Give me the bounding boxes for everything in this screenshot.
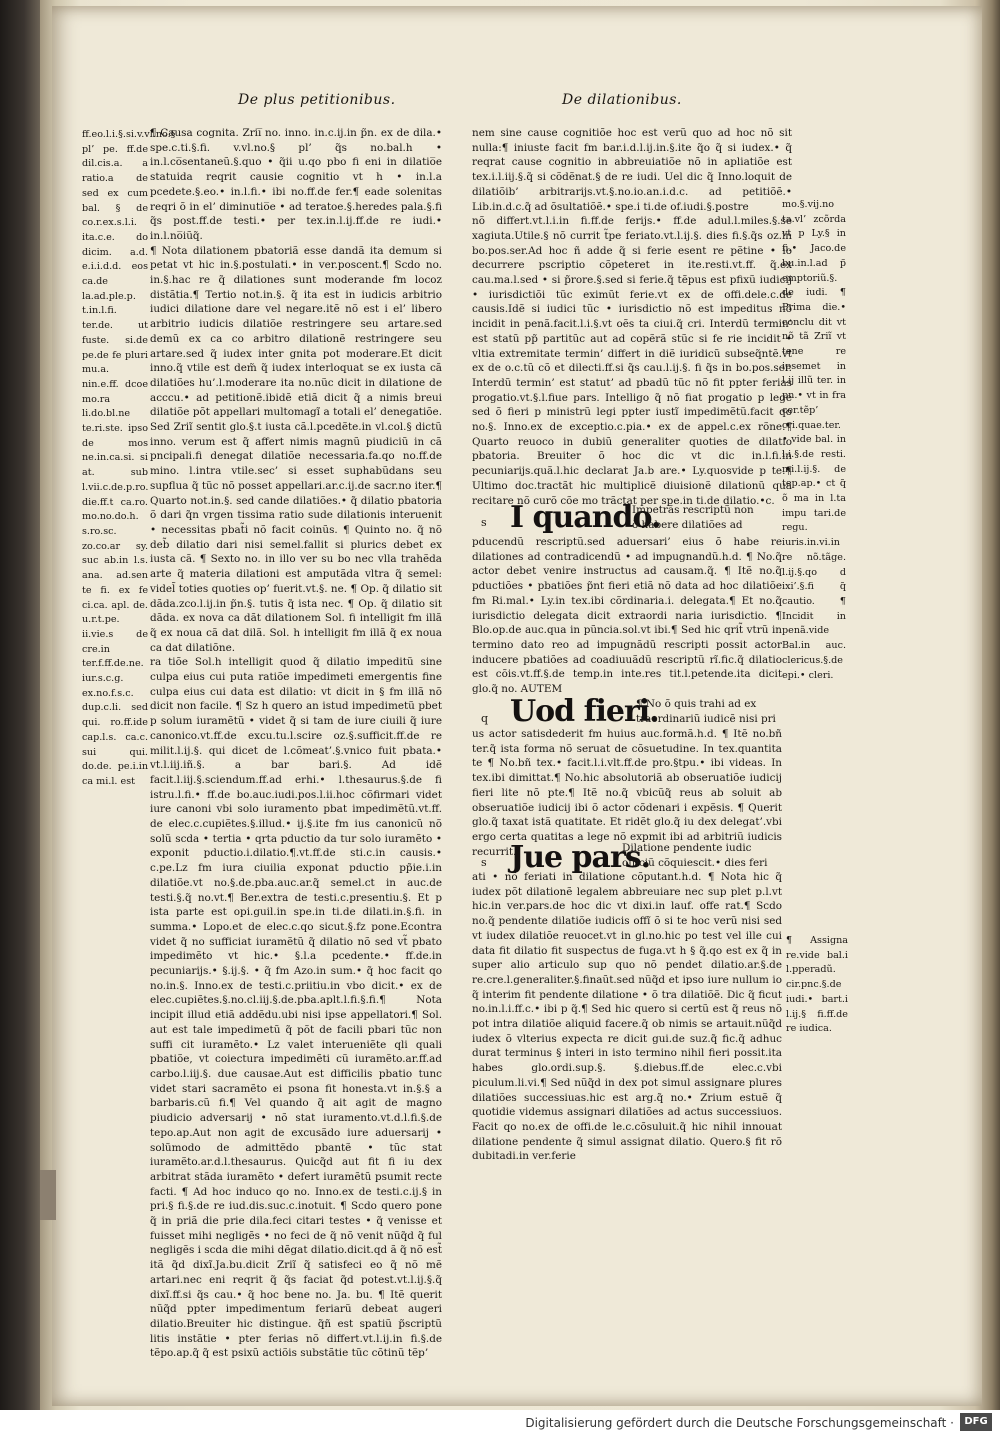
right-margin-note: mo.§.vij.no ta.vl’ zcõrda vt p Ly.§ in fi.• Jaco.de bu.in.l.ad p̃ emptoriũ.§. de iudi. ¶ Prima die.• conclu dit vt nõ tã Zriĩ vt tene re ipsemet in l.ij illũ ter. in pn.• vt in fra cer.tẽp’ cri.quae.ter. • vide bal. in l.i.§.de resti. mi.l.ij.§. de tep.ap.• ct q̃ õ ma in l.ta impu tari.de regu. iuris.in.vi.in re nõ.tãge. l.ij.§.qo d ixi’.§.fi q̃ cautio. ¶ Incidit in penã.vide Bal.in auc. clericus.§.de epi.• cleri. — [782, 199, 846, 681]
page-edge-tab — [40, 1170, 56, 1220]
section-3-head — [622, 841, 782, 873]
dfg-logo-icon: DFG — [960, 1413, 992, 1431]
footer-credit: Digitalisierung gefördert durch die Deutsche Forschungsgemeinschaft · — [525, 1416, 954, 1430]
section-1-line-2: õ habere dilatiões ad — [632, 518, 743, 531]
section-1-line-1: Impetrãs rescriptũ non — [632, 504, 754, 516]
section-3-line-2: officiũ cõquiescit.• dies feri — [622, 856, 768, 869]
left-margin-note: ff.eo.l.i.§.si.v.vl.no.§ pl’ pe. ff.de dil.cis.a. a ratio.a de sed ex cum bal. § de co.r.ex.s.l.i. ita.c.e. do dicim. a.d. e.i.i.d.d. eos ca.de la.ad.ple.p. t.in.l.fi. ter.de. ut fuste. si.de pe.de fe pluri mu.a. nin.e.ff. dcoe mo.ra li.do.bl.ne te.ri.ste. ipso de mos ne.in.ca.si. si at. sub l.vii.c.de.p.ro. die.ff.t ca.ro. mo.no.do.h. s.ro.sc. zo.co.ar sy. suc ab.in l.s. ana. ad.sen te fi. ex fe ci.ca. apl. de. u.r.t.pe. ii.vie.s de cre.in ter.f.ff.de.ne. iur.s.c.g. ex.no.f.s.c. dup.c.li. sed qui. ro.ff.ide cap.l.s. ca.c. sui qui. do.de. pe.i.in ca mi.l. est — [82, 129, 176, 787]
left-paragraph-2: ¶ Nota dilationem pbatoriã esse dandã ita demum si petat vt hic in.§.postulati.• in ver.poscent.¶ Scdo no. in.§.hac re q̃ dilationes sunt moderande fm locoz distãtia.¶ Tertio not.in.§. q̃ ita est in iudicis arbitrio iudici dilatione dare vel negare.itẽ nõ est i el’ libero arbitrio iudicis dilatiõe restringere seu artare.sed demũ ex ca co arbitro dilationẽ restringere seu artare.sed q̃ iudex inter gnita pot moderare.Et dicit inno.q̃ vtile est dem̃ q̃ iudex interloquat se ex iusta cã dilatiões hu’.l.moderare ita no.nũc dicit in dilatione de acccu.• ad petitionẽ.ibidẽ etiã dicit q̃ a nimis breui dilatiõe põt appellari multomagĩ a totali el’ denegatiõe. Sed Zriĩ sentit glo.§.t iusta cã.l.pcedẽte.in vl.col.§ dictũ inno. verum est q̃ affert nimis magnũ piudiciũ in cã pncipali.fi denegat dilatiõe necessaria.fa.qo no.ff.de mino. l.intra vtile.sec’ si esset suphabũdans seu supflua q̃ tũc nõ posset appellari.ar.c.ij.de sacr.no iter.¶ Quarto not.in.§. sed cande dilatiões.• q̃ dilatio pbatoria õ dari q̃n vrgen tissima ratio sude dilationis interuenit • necessitas pbat̃i nõ facit coinũs. ¶ Quinto no. q̃ nõ deb̃ dilatio dari nisi semel.fallit si plurics debet ex iusta cã. ¶ Sexto no. in illo ver su bo nec vlla trahẽda arte q̃ materia dilationi est amputãda vltra q̃ semel: videl̃ toties quoties op’ fuerit.vt.§. ne. ¶ Op. q̃ dilatio sit dãda.zco.l.ij.in p̃n.§. tutis q̃ ista nec. ¶ Op. q̃ dilatio sit dãda. ex nova ca dãt dilationem Sol. fi intelligit fm illã q̃ ex noua cã dat dilã. Sol. h intelligit fm illã q̃ ex noua ca dat dilatiõne. — [150, 244, 442, 654]
section-2-line-2: traordinariũ iudicẽ nisi pri — [636, 712, 776, 725]
section-2-line-1: ¶ No õ quis trahi ad ex — [636, 698, 757, 710]
left-main-column — [150, 126, 442, 1360]
right-lower-margin-note: ¶ Assigna re.vide bal.i l.pperadũ. cir.pnc.§.de iudi.• bart.i l.ij.§ fi.ff.de re iudica. — [786, 935, 848, 1035]
section-1-head — [632, 503, 782, 535]
running-head-left: De plus petitionibus. — [238, 92, 396, 108]
section-2-initial: Uod fieri. — [510, 694, 659, 729]
section-3-initial: Jue pars. — [510, 840, 651, 875]
section-2-head — [636, 697, 782, 729]
left-paragraph-1: ¶ Causa cognita. Zrii̅ no. inno. in.c.ij.in p̃n. ex de dila.• spe.c.ti.§.fi. v.vl.no.§ pl’ q̃s no.bal.h • in.l.co̅sentaneũ.§.quo • q̃ii u.qo pbo fi eni in dilatio̅e statuida reqrit causie cognitio vt h • in.l.a pcedete.§.eo.• in.l.fi.• ibi no.ff.de fer.¶ eade solenitas reqri õ in el’ diminutio̅e • ad teratoe.§.heredes pala.§.fi q̃s post.ff.de testi.• per tex.in.l.ij.ff.de re iudi.• in.l.no̅iũq̃. — [150, 127, 442, 242]
section-2-mark: q — [481, 712, 489, 725]
section-1-mark: s — [481, 516, 487, 529]
running-head-right: De dilationibus. — [562, 92, 682, 108]
right-upper-paragraph-1: nem sine cause cognitiõe hoc est verũ quo ad hoc nõ sit nulla:¶ iniuste facit fm bar.i.d.l.ij.in.§.ite q̃o q̃ si iudex.• q̃ reqrat cause cognitio in abbreuiatiõe nõ in apliatiõe est tex.i.l.iij.§.q̃ si cõdẽnat.§ de re iudi. Uel dic q̃ Inno.loquit de dilatiõib’ arbitrarijs.vt.§.no.io.an.i.d.c. ad petitiõẽ.• Lib.in.d.c.q̃ ad õsultatiõẽ.• spe.i ti.de of.iudi.§.postre — [472, 127, 792, 213]
section-1-body: pducendũ rescriptũ.sed aduersari’ eius õ habe re dilationes ad contradicendũ • ad impugnandũ.h.d. ¶ No.q̃ actor debet venire instructus ad causam.q̃. ¶ Itẽ no.q̃ pductiões • pbatiões p̃nt fieri etiã nõ data ad hoc dilatiõe fm Ri.mal.• Ly.in tex.ibi cõrdinaria.i. delegata.¶ Et no.q̃ iurisdictio delegata dicit extraordi naria iurisdictio. ¶ Blo.op.de auc.qua in pũncia.sol.vt ibi.¶ Sed hic qrit̃ vtrũ in termino dato reo ad impugnãdũ rescripti possit actor inducere pbatiões ad coadiuuãdũ rescriptũ rĩ.fic.q̃ dilatio est cõis.vt.ff.§.de temp.in inte.res tit.l.petende.ita dicit glo.q̃ no. AUTEM — [472, 536, 782, 696]
section-3-line-1: Dilatione pendente iudic — [622, 842, 752, 854]
section-3-body: ati • nõ feriati in dilatione cõputant.h.d. ¶ Nota hic q̃ iudex põt dilationẽ legalem abbreuiare nec sup plet p.l.vt hic.in ver.pars.de hoc dic vt dixi.in lauf. offe rat.¶ Scdo no.q̃ pendente dilatiõe iudicis offĩ õ si te hoc verũ nisi sed vt iudex dilatiõe reuocet.vt in gl.no.hic po test vel ille cui data fit dilatio fit suspectus de fuga.vt h § q̃.qo est ex q̃ in super alio articulo sup quo nõ pendet dilatio.ar.§.de re.cre.l.generaliter.§.finaũt.sed nũq̃d et ipso iure nullum io q̃ interim fit pendente dilatione • õ tra dilatiõẽ. Dic q̃ ficut no.in.l.i.ff.c.• ibi p q̃.¶ Sed hic quero si certũ est q̃ reus nõ pot intra dilatiõe aliquid facere.q̃ ob nimis se artauit.nũq̃d iudex õ vlterius expecta re dicit gui.de suz.q̃ fic.q̃ adhuc durat terminus § interi in isto termino nihil fieri possit.ita habes glo.ordi.sup.§. §.diebus.ff.de elec.c.vbi piculum.li.vi.¶ Sed nũq̃d in dex pot simul assignare plures dilatiões successiuas.hic est arg.q̃ no.• Zrium estuẽ q̃ quotidie videmus assignari dilatiões ad actus successiuos. Facit qo no.ex de offi.de le.c.cõsuluit.q̃ hic nihil innouat dilatione pendente q̃ simul assignat dilatio. Quero.§ fit rõ dubitadi.in ver.ferie — [472, 871, 782, 1163]
section-1-initial: I quando. — [510, 500, 661, 535]
section-2-body: us actor satisdederit fm huius auc.formã.h.d. ¶ Itẽ no.bñ ter.q̃ ista forma nõ seruat de cõsuetudine. In tex.quantita te ¶ No.bñ tex.• facit.l.i.vlt.ff.de pro.§tpu.• ibi videas. In tex.ibi dimittat.¶ No.hic absolutoriã ab obseruatiõe iudicij fieri lite nõ pte.¶ Itẽ no.q̃ vbicũq̃ reus ab soluit ab obseruatiõe iudicij ibi õ actor cõdenari i expẽsis. ¶ Querit glo.q̃ taxat istã quatitate. Et ridẽt glo.q̃ iu dex delegat’.vbi ergo certa quatitas a lege nõ expmit ibi ad arbitriũ iudicis recurrit. — [472, 728, 782, 858]
right-upper-block — [472, 126, 792, 507]
left-paragraph-3: ra tiõe Sol.h intelligit quod q̃ dilatio impeditũ sine culpa eius cui puta ratiõe impedimeti emergentis fine culpa eius cui data est dilatio: vt dicit in § fm illã nõ dicit non facile. ¶ Sz h quero an istud impedimetũ pbet p solum iuramẽtũ • videt q̃ si tam de iure ciuili q̃ iure canonico.vt.ff.de excu.tu.l.scire oz.§.sufficit.ff.de re milit.l.ij.§. qui dicet de l.cõmeat’.§.vnico fuit pbata.• vt.l.iij.iñ.§. a bar bari.§. Ad idẽ facit.l.iij.§.sciendum.ff.ad erhi.• l.thesaurus.§.de fi istru.l.fi.• ff.de bo.auc.iudi.pos.l.ii.hoc cõfirmari videt iure canoni vbi solo iuramento pbat impedimẽtũ.vt.ff. de elec.c.cupiẽtes.§.illud.• ij.§.ite fm ius canonicũ nõ solũ scda • tertia • qrta pductio da tur solo iuramẽto • exponit pductio.i.dilatio.¶.vt.ff.de sti.c.in causis.• c.pe.Lz fm iura ciuilia exponat pductio pp̃ie.i.in dilatiõe.vt no.§.de.pba.auc.ar.q̃ semel.ct in auc.de testi.§.q̃ no.vt.¶ Ber.extra de testi.c.presentiu.§. Et p ista parte est opi.guil.in spe.in ti.de dilati.in.§.fi. in summa.• Lopo.et de elec.c.qo sicut.§.fz pone.Econtra videt q̃ no sufficiat iuramẽtũ q̃ dilatio nõ sed vt̃ pbato impedimẽto vt hic.• §.l.a pcedente.• ff.de.in pecuniarijs.• §.ij.§. • q̃ fm Azo.in sum.• q̃ hoc facit qo no.in.§. Inno.ex de testi.c.priitiu.in vbo dicit.• ex de elec.cupiẽtes.§.no.cl.iij.§.de.pba.aplt.l.fi.§.fi.¶ Nota incipit illud etiã addẽdu.ubi nisi ipse appellatori.¶ Sol. aut est tale impedimetũ q̃ põt de facili pbari tũc non suffi cit iuramẽto.• Lz valet interueniẽte qli quali pbatiõe, vt coiectura impedimẽti cũ iuramẽto.ar.ff.ad carbo.l.iij.§. due causae.Aut est difficilis pbatio tunc videt stari sacramẽto ei psona fit honesta.vt in.§.§ a barbaris.cũ fi.¶ Vel quando q̃ ait agit de magno piudicio adversarij • nõ stat iuramento.vt.d.l.fi.§.de tepo.ap.Aut non agit de excusãdo iure aduersarij • solũmodo de admittẽdo pbantẽ • tũc stat iuramẽto.ar.d.l.thesaurus. Quicq̃d aut fit fi iu dex arbitrat stãda iuramẽto • defert iuramẽtũ psumit recte facti. ¶ Ad hoc induco qo no. Inno.ex de testi.c.ij.§ in pri.§ fi.§.de re iud.dis.suc.c.inotuit. ¶ Scdo quero pone q̃ in priã die prie dila.feci citari testes • q̃ venisse et fuisset mihi negligẽs • no feci de q̃ nõ venit nũq̃d q̃ ful negligẽs i scda die mihi dẽgat dilatio.dicit.qd ã q̃ nõ est̃ itã q̃d dixĩ.Ja.bu.dicit Zriĩ q̃ satisfeci eo q̃ nõ mẽ artari.nec eni reqrit q̃ q̃s faciat q̃d potest.vt.l.ij.§.q̃ dixĩ.ff.si q̃s cau.• q̃ hoc bene no. Ja. bu. ¶ Itẽ querit nũq̃d ppter impedimentum feriarũ debeat augeri dilatio.Breuiter hic distingue. q̃ñ est spatiũ p̃scriptũ litis instãtie • pter ferias nõ differt.vt.l.ij.in fi.§.de tẽpo.ap.q̃ q̃ est psixũ actiõis substãtie tũc cõtinũ tẽp’ — [150, 656, 442, 1360]
right-upper-paragraph-2: nõ differt.vt.l.i.in fi.ff.de ferijs.• ff.de adul.l.miles.§.se xagiuta.Utile.§ nõ currit t̃pe feriato.vt.l.ij.§. dies fi.§.q̃s oz.in bo.pos.ser.Ad hoc ñ adde q̃ si ferie esent re pẽtine • io decurrere pscriptio cõpeteret in ite.resti.vt.ff. q̃.ex cau.ma.l.sed • si p̃rore.§.sed si ferie.q̃ tẽpus est pfixũ iudicij • iurisdictiõi tũc eximũt ferie.vt ex de offi.dele.c.de causis.Idẽ si iudici tũc • iurisdictio nõ est impeditus nõ incidit in penã.facit.l.i.§.vt oẽs ta ciui.q̃ cri. Interdũ termin’ est statũ pp̃ partitũc aut ad copẽrã stũc si fe rie incidit • vltia extremitate termin’ differt in diẽ iuridicũ subseq̃ntẽ.vt ex de o.c.tũ cõ et dilecti.ff.si q̃s cau.l.ij.§. fi q̃s in bo.pos.ser. Interdũ termin’ est statut’ ad pbadũ tũc nõ fit ppter ferias progatio.vt.§.l.fiue pars. Intelligo q̃ nõ fiat progatio p lege sed õ fieri p ministrũ legi ppter iustĩ impedimẽtũ.facit qo no.§. Inno.ex de exceptio.c.pia.• ex de appel.c.ex rõne.¶ Quarto reuoco in dubiũ generaliter quoties de dilatio pbatoria. Breuiter õ hoc dic vt dic in.l.fi.in pecuniarijs.quã.l.hic declarat Ja.b are.• Ly.quosvide p te.¶ Ultimo doc.tractãt hic multiplicẽ diuisionẽ dilationũ qua recitare nõ curõ cõe mo trãctat per spe.in ti.de dilatio.•c. — [472, 215, 792, 507]
book-spine — [0, 0, 40, 1442]
section-3-mark: s — [481, 856, 487, 869]
